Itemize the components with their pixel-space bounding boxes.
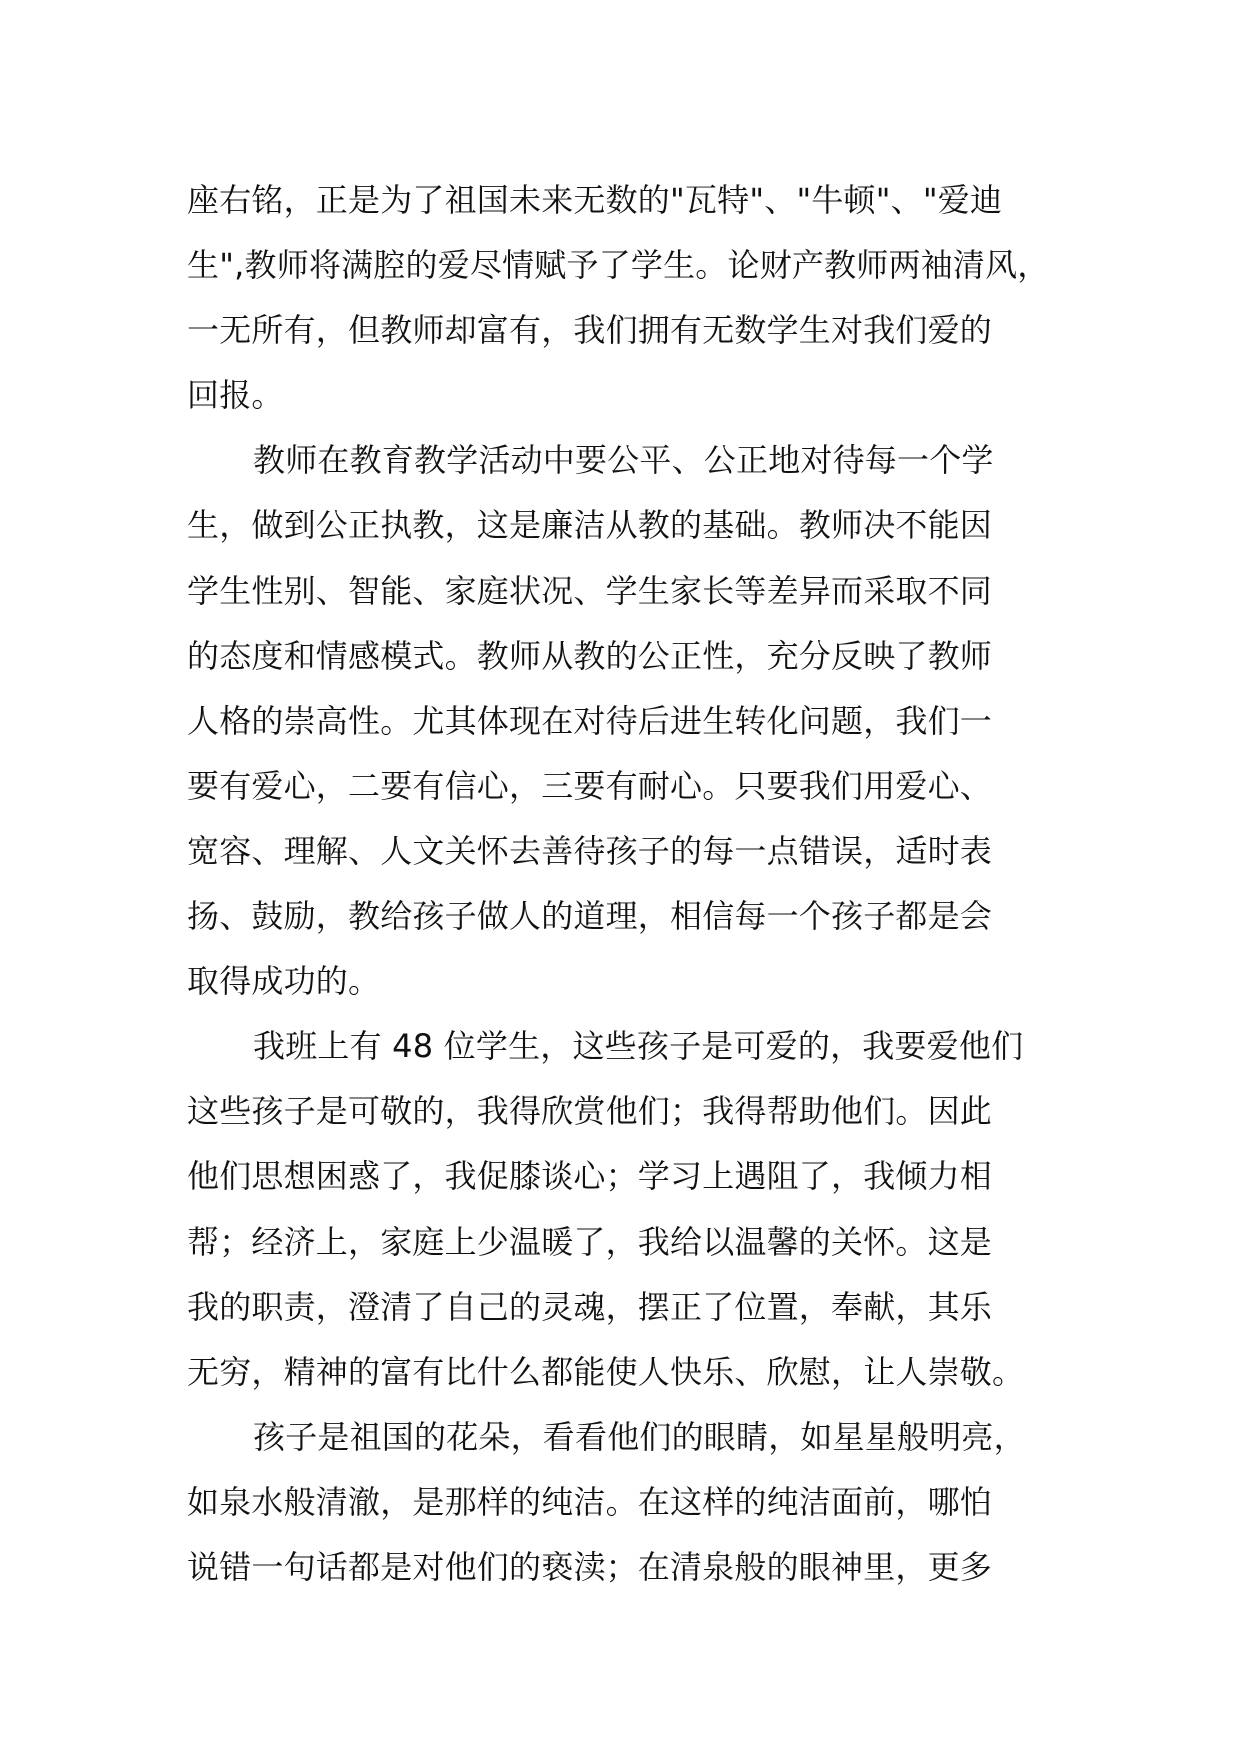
text-line: 要有爱心，二要有信心，三要有耐心。只要我们用爱心、 [187, 766, 993, 805]
text-line: 回报。 [187, 376, 284, 415]
text-line: 他们思想困惑了，我促膝谈心；学习上遇阻了，我倾力相 [187, 1157, 993, 1196]
text-line: 如泉水般清澈，是那样的纯洁。在这样的纯洁面前，哪怕 [187, 1482, 993, 1521]
text-line: 宽容、理解、人文关怀去善待孩子的每一点错误，适时表 [187, 831, 993, 870]
body-text [187, 168, 1087, 1600]
text-line: 帮；经济上，家庭上少温暖了，我给以温馨的关怀。这是 [187, 1222, 993, 1261]
text-line: 生，做到公正执教，这是廉洁从教的基础。教师决不能因 [187, 506, 993, 545]
text-line: 无穷，精神的富有比什么都能使人快乐、欣慰，让人崇敬。 [187, 1352, 1025, 1391]
text-line: 一无所有，但教师却富有，我们拥有无数学生对我们爱的 [187, 311, 993, 350]
text-line: 学生性别、智能、家庭状况、学生家长等差异而采取不同 [187, 571, 993, 610]
text-line: 取得成功的。 [187, 962, 381, 1001]
text-line: 生",教师将满腔的爱尽情赋予了学生。论财产教师两袖清风， [187, 246, 1050, 285]
text-line: 孩子是祖国的花朵，看看他们的眼睛，如星星般明亮， [253, 1417, 1026, 1456]
text-line: 我的职责，澄清了自己的灵魂，摆正了位置，奉献，其乐 [187, 1287, 993, 1326]
text-line: 我班上有 48 位学生，这些孩子是可爱的，我要爱他们 [253, 1027, 1024, 1066]
text-line: 这些孩子是可敬的，我得欣赏他们；我得帮助他们。因此 [187, 1092, 993, 1131]
text-line: 的态度和情感模式。教师从教的公正性，充分反映了教师 [187, 636, 993, 675]
text-line: 教师在教育教学活动中要公平、公正地对待每一个学 [253, 441, 994, 480]
text-line: 人格的崇高性。尤其体现在对待后进生转化问题，我们一 [187, 701, 993, 740]
text-line: 扬、鼓励，教给孩子做人的道理，相信每一个孩子都是会 [187, 897, 993, 936]
text-line: 说错一句话都是对他们的亵渎；在清泉般的眼神里，更多 [187, 1547, 993, 1586]
text-line: 座右铭，正是为了祖国未来无数的"瓦特"、"牛顿"、"爱迪 [187, 181, 1003, 219]
